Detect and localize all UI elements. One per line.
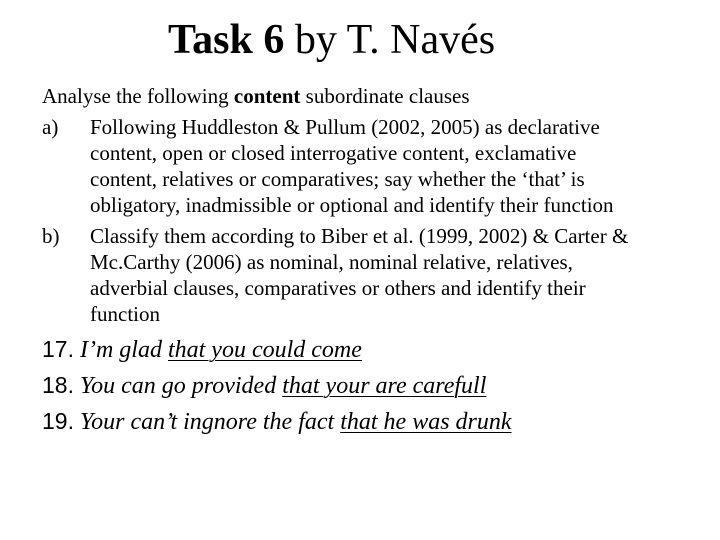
example-number: 19.: [42, 408, 74, 434]
example-text: You can go provided: [79, 373, 277, 399]
item-line: obligatory, inadmissible or optional and identify their function: [90, 193, 614, 217]
item-line: function: [90, 302, 160, 326]
intro-bold-word: content: [233, 84, 301, 108]
example-sentence-18: [42, 369, 486, 402]
example-underlined-clause: that he was drunk: [340, 409, 512, 435]
example-sentence-19: [42, 405, 512, 438]
item-marker: a): [42, 115, 59, 139]
item-body: [90, 114, 720, 218]
example-number: 17.: [42, 336, 74, 362]
item-line: content, relatives or comparatives; say whether the ‘that’ is: [90, 167, 585, 191]
example-text: Your can’t ingnore the fact: [79, 409, 335, 435]
instructions-intro: [42, 83, 470, 109]
example-underlined-clause: that your are carefull: [282, 373, 487, 399]
item-line: Classify them according to Biber et al. (1999, 2002) & Carter &: [90, 224, 629, 248]
example-number: 18.: [42, 372, 74, 398]
title-task-label: Task 6: [168, 17, 285, 63]
item-marker: b): [42, 224, 60, 248]
item-line: Mc.Carthy (2006) as nominal, nominal relative, relatives,: [90, 250, 573, 274]
intro-text-before: Analyse the following: [42, 84, 229, 108]
slide-title: [168, 14, 495, 66]
item-body: [90, 223, 720, 327]
title-author: by T. Navés: [294, 17, 496, 63]
intro-text-after: subordinate clauses: [305, 84, 470, 108]
item-line: adverbial clauses, comparatives or others and identify their: [90, 276, 586, 300]
example-text: I’m glad: [79, 337, 162, 363]
item-line: content, open or closed interrogative content, exclamative: [90, 141, 577, 165]
item-line: Following Huddleston & Pullum (2002, 2005) as declarative: [90, 115, 600, 139]
example-sentence-17: [42, 333, 362, 366]
example-underlined-clause: that you could come: [167, 337, 362, 363]
